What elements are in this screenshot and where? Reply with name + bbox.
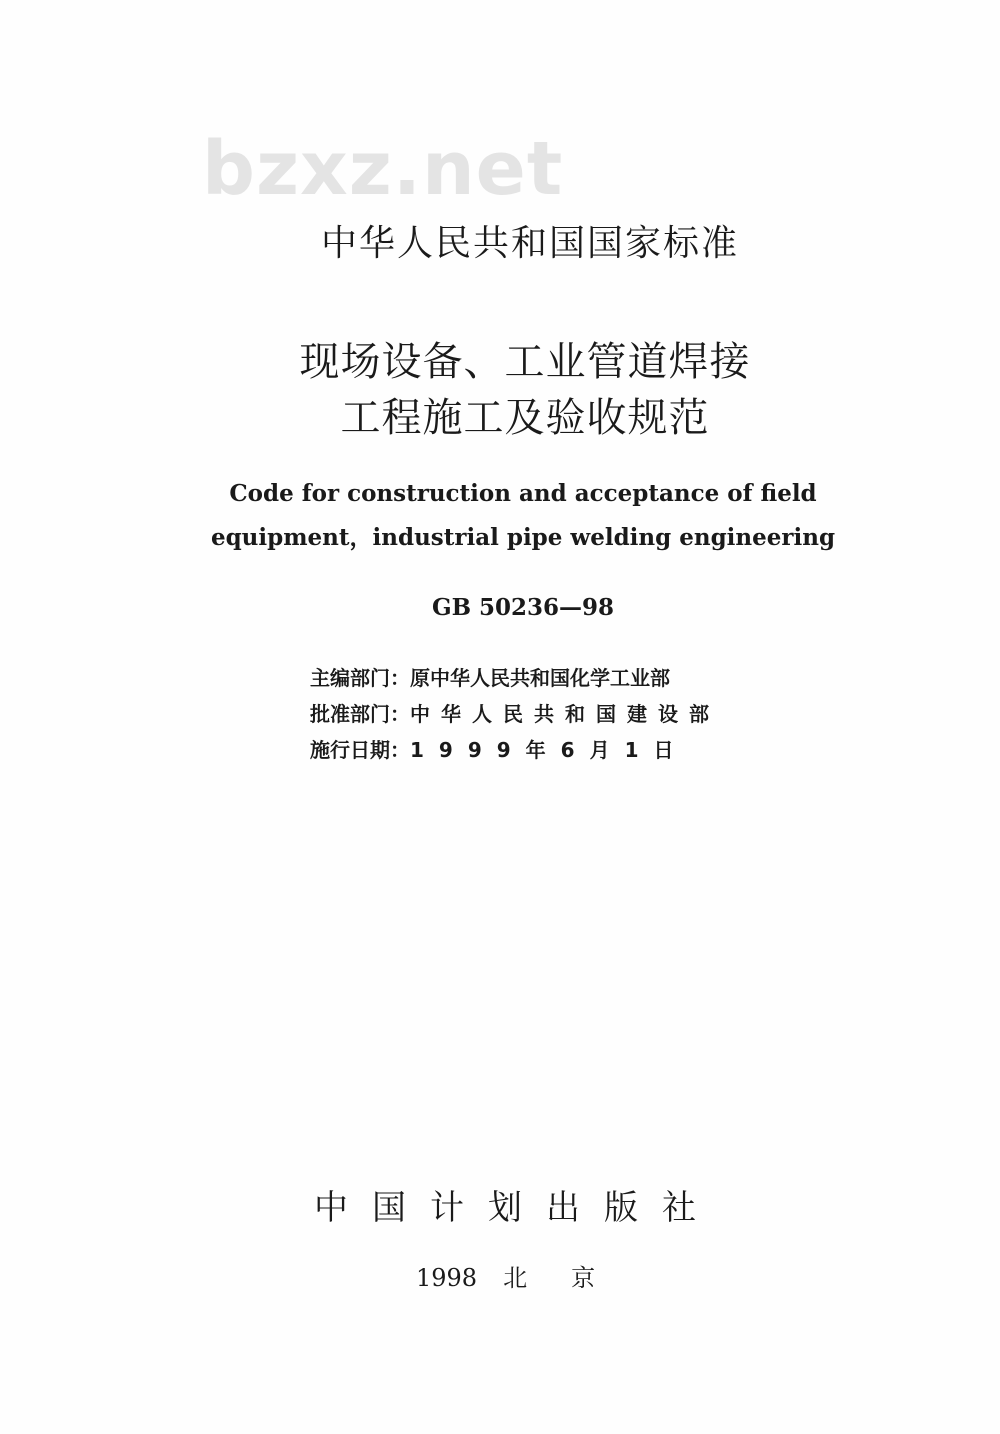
english-title (0, 472, 1000, 560)
publication-year: 1998 (416, 1264, 478, 1292)
chinese-title-line-2: 工程施工及验收规范 (340, 395, 710, 441)
standard-code: GB 50236—98 (431, 594, 615, 621)
effective-date-row (310, 732, 720, 768)
standard-type: 中华人民共和国国家标准 (320, 223, 739, 264)
chinese-title-line-1: 现场设备、工业管道焊接 (299, 339, 751, 385)
editor-value: 原中华人民共和国化学工业部 (410, 666, 670, 690)
watermark: bzxz.net (202, 126, 564, 212)
chinese-title (0, 334, 1000, 446)
editor-row (310, 660, 720, 696)
english-title-line-1: Code for construction and acceptance of field (229, 480, 817, 507)
approver-label: 批准部门： (310, 702, 410, 726)
english-title-line-2: equipment，industrial pipe welding engineering (210, 524, 836, 551)
approver-value: 中华人民共和国建设部 (410, 702, 720, 726)
approver-row (310, 696, 720, 732)
publication-place (416, 1260, 639, 1296)
effective-date-label: 施行日期： (310, 738, 410, 762)
effective-date-value: 1999年6月1日 (410, 738, 689, 762)
publisher: 中国计划出版社 (314, 1188, 720, 1228)
standard-metadata (310, 660, 720, 768)
editor-label: 主编部门： (310, 666, 410, 690)
publication-city: 北京 (503, 1264, 640, 1292)
